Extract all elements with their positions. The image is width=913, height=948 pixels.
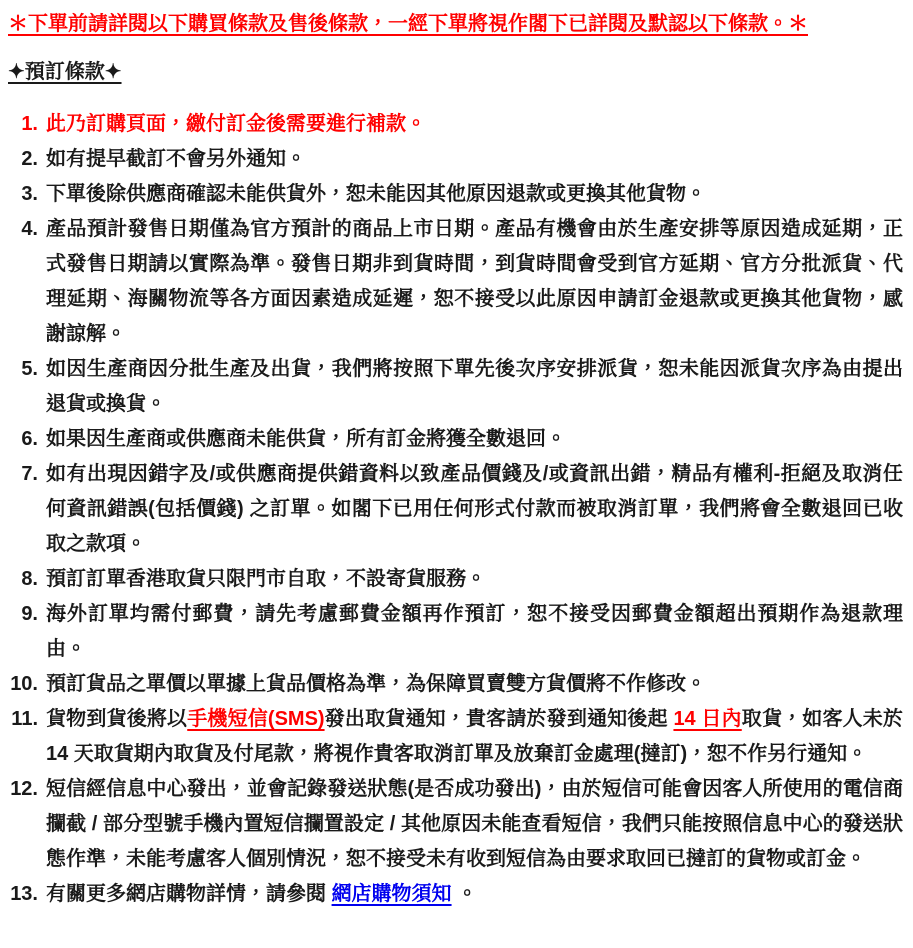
term-text: 產品預計發售日期僅為官方預計的商品上市日期。產品有機會由於生產安排等原因造成延期，正式發售日期請以實際為準。發售日期非到貨時間，到貨時間會受到官方延期、官方分批派貨、代理延期、海關物流等各方面因素造成延遲，恕不接受以此原因申請訂金退款或更換其他貨物，感謝諒解。: [46, 218, 903, 345]
term-item-3: [8, 177, 903, 212]
section-title-text: ✦預訂條款✦: [8, 61, 122, 83]
term-item-13: [8, 877, 903, 912]
term-item-2: [8, 142, 903, 177]
term-number: 1.: [21, 113, 38, 135]
term-item-10: [8, 667, 903, 702]
term-text-segment: 貨物到貨後將以: [46, 708, 188, 730]
term-item-7: [8, 457, 903, 562]
term-item-11: [8, 702, 903, 772]
term-text: 如有出現因錯字及/或供應商提供錯資料以致產品價錢及/或資訊出錯，精品有權利-拒絕及取消任何資訊錯誤(包括價錢) 之訂單。如閣下已用任何形式付款而被取消訂單，我們將會全數退回已收取之款項。: [46, 463, 903, 555]
term-number: 5.: [21, 358, 38, 380]
term-number: 4.: [21, 218, 38, 240]
term-item-9: [8, 597, 903, 667]
term-item-4: [8, 212, 903, 352]
term-number: 12.: [10, 778, 38, 800]
term-number: 11.: [11, 708, 38, 730]
term-text: 如果因生產商或供應商未能供貨，所有訂金將獲全數退回。: [46, 428, 566, 450]
term-text-segment: 發出取貨通知，貴客請於發到通知後起: [324, 708, 674, 730]
term-item-8: [8, 562, 903, 597]
term-text: [46, 883, 477, 905]
term-text: 如因生產商因分批生產及出貨，我們將按照下單先後次序安排派貨，恕未能因派貨次序為由提出退貨或換貨。: [46, 358, 903, 415]
store-shopping-notes-link[interactable]: 網店購物須知: [331, 883, 452, 905]
term-number: 8.: [21, 568, 38, 590]
term-number: 6.: [21, 428, 38, 450]
pickup-deadline-highlight: 14 日內: [673, 708, 742, 730]
purchase-notice-text: ＊下單前請詳閱以下購買條款及售後條款，一經下單將視作閣下已詳閱及默認以下條款。＊: [8, 13, 808, 35]
term-text: 預訂訂單香港取貨只限門市自取，不設寄貨服務。: [46, 568, 486, 590]
section-title-preorder-terms: [8, 60, 903, 84]
term-item-6: [8, 422, 903, 457]
term-text: 預訂貨品之單價以單據上貨品價格為準，為保障買賣雙方貨價將不作修改。: [46, 673, 706, 695]
term-text: 如有提早截訂不會另外通知。: [46, 148, 306, 170]
term-text-segment: 取貨，如客人未於 14 天取貨期內取貨及付尾款，將視作貴客取消訂單及放棄訂金處理(撻訂)，恕不作另行通知。: [46, 708, 903, 765]
term-number: 2.: [21, 148, 38, 170]
term-item-1: [8, 107, 903, 142]
term-text: [46, 708, 903, 765]
term-item-12: [8, 772, 903, 877]
terms-list: [8, 107, 903, 912]
term-number: 10.: [10, 673, 38, 695]
term-text: 短信經信息中心發出，並會記錄發送狀態(是否成功發出)，由於短信可能會因客人所使用的電信商攔截 / 部分型號手機內置短信攔置設定 / 其他原因未能查看短信，我們只能按照信息中心的發送狀態作準，未能考慮客人個別情況，恕不接受未有收到短信為由要求取回已撻訂的貨物或訂金。: [46, 778, 903, 870]
sms-notice-highlight: 手機短信(SMS): [187, 708, 325, 730]
term-text: 下單後除供應商確認未能供貨外，恕未能因其他原因退款或更換其他貨物。: [46, 183, 706, 205]
term-number: 7.: [21, 463, 38, 485]
term-text-segment: 有關更多網店購物詳情，請參閱: [46, 883, 332, 905]
term-text-segment: 。: [451, 883, 478, 905]
term-item-5: [8, 352, 903, 422]
term-number: 9.: [21, 603, 38, 625]
purchase-notice-banner: [8, 11, 903, 37]
term-number: 13.: [10, 883, 38, 905]
term-number: 3.: [21, 183, 38, 205]
term-text: 此乃訂購頁面，繳付訂金後需要進行補款。: [46, 113, 426, 135]
term-text: 海外訂單均需付郵費，請先考慮郵費金額再作預訂，恕不接受因郵費金額超出預期作為退款理由。: [46, 603, 903, 660]
